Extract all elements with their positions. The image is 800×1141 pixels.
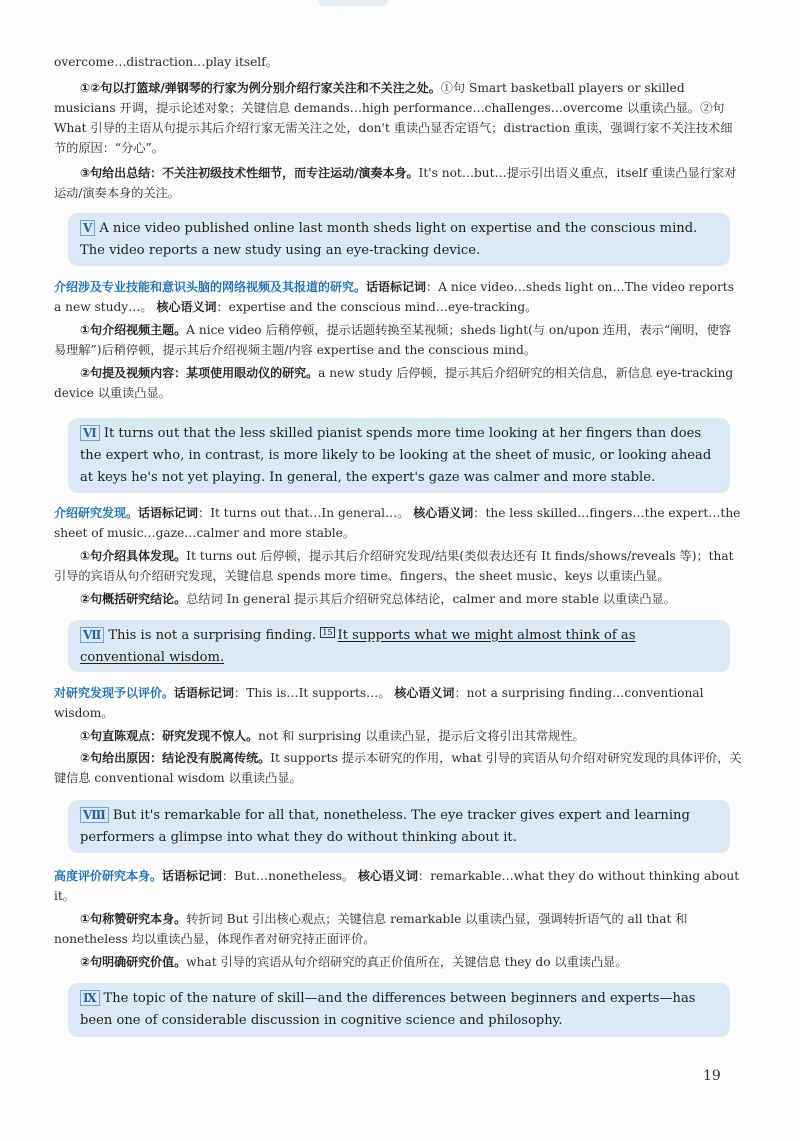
underlined-sentence: It supports what we might almost think of as conventional wisdom. bbox=[80, 628, 636, 665]
analysis-summary-v: 介绍涉及专业技能和意识头脑的网络视频及其报道的研究。话语标记词：A nice video…sheds light on…The video reports a new study…。 核心语义词：expertise and the conscious mind…eye-tracking。 bbox=[54, 280, 734, 314]
intro-paragraph-2: ③句给出总结：不关注初级技术性细节，而专注运动/演奏本身。It's not…but…提示引出语义重点，itself 重读凸显行家对运动/演奏本身的关注。 bbox=[54, 166, 737, 200]
analysis-heading: 高度评价研究本身。 bbox=[54, 869, 163, 883]
paragraph-numeral: Ⅸ bbox=[80, 990, 100, 1006]
intro-paragraph-1: ①②句以打篮球/弹钢琴的行家为例分别介绍行家关注和不关注之处。①句 Smart basketball players or skilled musicians 开调，提示论述对象；关键信息 demands…high performance…challenges…overcome 以重读凸显。②句 What 引导的主语从句提示其后介绍行家无需关注之处，don't 重读凸显否定语气；distraction 重读，强调行家不关注技术细节的原因：“分心”。 bbox=[54, 81, 733, 155]
passage-box-viii: Ⅷ But it's remarkable for all that, nonetheless. The eye tracker gives expert and learning performers a glimpse into what they do without thinking about it. bbox=[68, 800, 730, 853]
analysis-summary-viii: 高度评价研究本身。话语标记词：But…nonetheless。 核心语义词：remarkable…what they do without thinking about it。 bbox=[54, 869, 740, 903]
analysis-heading: 对研究发现予以评价。 bbox=[54, 686, 175, 700]
passage-box-vi: Ⅵ It turns out that the less skilled pianist spends more time looking at her fingers than does the expert who, in contrast, is more likely to be looking at the sheet of music, or looking ahead at keys he's not yet playing. In general, the expert's gaze was calmer and more stable. bbox=[68, 418, 730, 493]
paragraph-numeral: Ⅶ bbox=[80, 627, 104, 643]
passage-box-v: Ⅴ A nice video published online last month sheds light on expertise and the conscious mind. The video reports a new study using an eye-tracking device. bbox=[68, 213, 730, 266]
analysis-item: ②句提及视频内容：某项使用眼动仪的研究。a new study 后停顿，提示其后介绍研究的相关信息，新信息 eye-tracking device 以重读凸显。 bbox=[54, 366, 734, 400]
intro-continuation: overcome…distraction…play itself。 bbox=[54, 55, 278, 69]
intro-heading-1: ①②句以打篮球/弹钢琴的行家为例分别介绍行家关注和不关注之处。 bbox=[80, 81, 441, 95]
paragraph-numeral: Ⅷ bbox=[80, 807, 109, 823]
top-tab-mark bbox=[318, 0, 388, 6]
analysis-item: ①句介绍视频主题。A nice video 后稍停顿，提示话题转换至某视频；sheds light(与 on/upon 连用，表示“阐明，使容易理解”)后稍停顿，提示其后介绍视频主题/内容 expertise and the conscious mind。 bbox=[54, 323, 732, 357]
analysis-item: ①句介绍具体发现。It turns out 后停顿，提示其后介绍研究发现/结果(类似表达还有 It finds/shows/reveals 等)；that 引导的宾语从句介绍研究发现，关键信息 spends more time、fingers、the sheet music、keys 以重读凸显。 bbox=[54, 549, 734, 583]
question-marker: 15 bbox=[322, 628, 333, 637]
analysis-heading: 介绍研究发现。 bbox=[54, 506, 139, 520]
analysis-item: ②句给出原因：结论没有脱离传统。It supports 提示本研究的作用，what 引导的宾语从句介绍对研究发现的具体评价，关键信息 conventional wisdom 以重读凸显。 bbox=[54, 751, 742, 785]
analysis-heading: 介绍涉及专业技能和意识头脑的网络视频及其报道的研究。 bbox=[54, 280, 367, 294]
page-number: 19 bbox=[703, 1068, 721, 1084]
passage-box-vii: Ⅶ This is not a surprising finding. 15 It supports what we might almost think of as conventional wisdom. bbox=[68, 620, 730, 672]
passage-box-ix: Ⅸ The topic of the nature of skill—and the differences between beginners and experts—has been one of considerable discussion in cognitive science and philosophy. bbox=[68, 983, 730, 1037]
intro-heading-2: ③句给出总结：不关注初级技术性细节，而专注运动/演奏本身。 bbox=[80, 166, 419, 180]
analysis-item: ①句直陈观点：研究发现不惊人。not 和 surprising 以重读凸显，提示后文将引出其常规性。 bbox=[80, 729, 585, 743]
analysis-item: ②句概括研究结论。总结词 In general 提示其后介绍研究总体结论，calmer and more stable 以重读凸显。 bbox=[80, 592, 676, 606]
paragraph-numeral: Ⅴ bbox=[80, 220, 95, 236]
analysis-item: ①句称赞研究本身。转折词 But 引出核心观点；关键信息 remarkable 以重读凸显，强调转折语气的 all that 和 nonetheless 均以重读凸显，体现作者对研究持正面评价。 bbox=[54, 912, 688, 946]
analysis-summary-vi: 介绍研究发现。话语标记词：It turns out that…In general…。 核心语义词：the less skilled…fingers…the expert…the sheet of music…gaze…calmer and more stable。 bbox=[54, 506, 741, 540]
paragraph-numeral: Ⅵ bbox=[80, 425, 100, 441]
analysis-item: ②句明确研究价值。what 引导的宾语从句介绍研究的真正价值所在，关键信息 they do 以重读凸显。 bbox=[80, 955, 628, 969]
analysis-summary-vii: 对研究发现予以评价。话语标记词：This is…It supports…。 核心语义词：not a surprising finding…conventional wisdom。 bbox=[54, 686, 704, 720]
